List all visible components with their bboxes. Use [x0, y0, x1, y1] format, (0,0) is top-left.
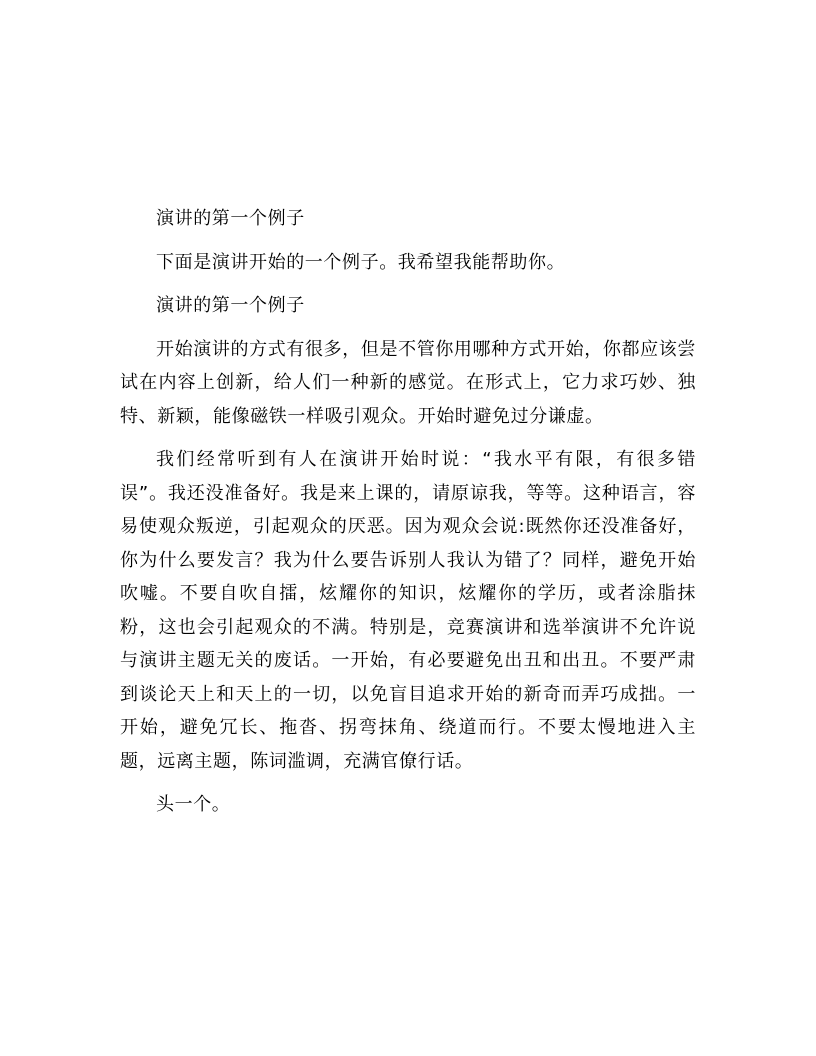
paragraph-body-2: 我们经常听到有人在演讲开始时说：“我水平有限，有很多错误”。我还没准备好。我是来上课的，请原谅我，等等。这种语言，容易使观众叛逆，引起观众的厌恶。因为观众会说:既然你还没准备好，你为什么要发言？我为什么要告诉别人我认为错了？同样，避免开始吹嘘。不要自吹自擂，炫耀你的知识，炫耀你的学历，或者涂脂抹粉，这也会引起观众的不满。特别是，竞赛演讲和选举演讲不允许说与演讲主题无关的废话。一开始，有必要避免出丑和出丑。不要严肃到谈论天上和天上的一切，以免盲目追求开始的新奇而弄巧成拙。一开始，避免冗长、拖沓、拐弯抹角、绕道而行。不要太慢地进入主题，远离主题，陈词滥调，充满官僚行话。	[120, 449, 696, 772]
paragraph-body-1: 开始演讲的方式有很多，但是不管你用哪种方式开始，你都应该尝试在内容上创新，给人们一种新的感觉。在形式上，它力求巧妙、独特、新颖，能像磁铁一样吸引观众。开始时避免过分谦虚。	[120, 338, 696, 427]
paragraph-ending: 头一个。	[156, 794, 231, 815]
paragraph-title-1: 演讲的第一个例子	[156, 208, 305, 229]
document-body	[120, 202, 696, 832]
paragraph-intro: 下面是演讲开始的一个例子。我希望我能帮助你。	[156, 251, 566, 273]
paragraph-title-2: 演讲的第一个例子	[156, 295, 305, 316]
